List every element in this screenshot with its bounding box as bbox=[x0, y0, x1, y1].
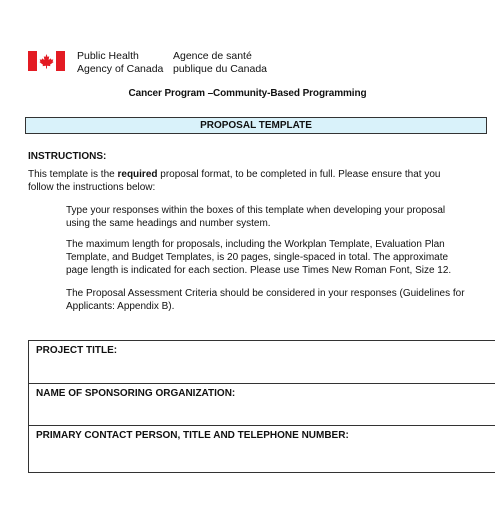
instruction-item: Type your responses within the boxes of this template when developing your proposal using the same headings and number system. bbox=[66, 205, 446, 229]
agency-name-english bbox=[77, 50, 163, 76]
intro-text-bold: required bbox=[117, 169, 158, 180]
proposal-form-table bbox=[28, 340, 495, 473]
agency-name-french bbox=[173, 50, 267, 76]
instructions-heading: INSTRUCTIONS: bbox=[28, 151, 107, 162]
instruction-item: The Proposal Assessment Criteria should be considered in your responses (Guidelines for Applicants: Appendix B). bbox=[66, 288, 465, 312]
program-title: Cancer Program –Community-Based Programming bbox=[128, 88, 367, 99]
agency-fr-line2: publique du Canada bbox=[173, 63, 267, 75]
instruction-item: The maximum length for proposals, including the Workplan Template, Evaluation Plan Template, and Budget Templates, is 20 pages, single-spaced in total. The approximate page length is indicated for each section. Please use Times New Roman Font, Size 12. bbox=[66, 239, 452, 276]
project-title-label: PROJECT TITLE: bbox=[36, 345, 118, 356]
primary-contact-label: PRIMARY CONTACT PERSON, TITLE AND TELEPHONE NUMBER: bbox=[36, 430, 349, 441]
intro-text-before: This template is the bbox=[28, 169, 118, 180]
primary-contact-field[interactable] bbox=[29, 425, 495, 473]
proposal-template-banner: PROPOSAL TEMPLATE bbox=[25, 117, 487, 134]
sponsoring-organization-field[interactable] bbox=[29, 383, 495, 426]
project-title-field[interactable] bbox=[29, 341, 495, 383]
instructions-intro bbox=[28, 168, 468, 194]
agency-en-line1: Public Health bbox=[77, 50, 139, 62]
sponsoring-organization-label: NAME OF SPONSORING ORGANIZATION: bbox=[36, 388, 236, 399]
canada-flag-icon bbox=[28, 51, 65, 71]
agency-fr-line1: Agence de santé bbox=[173, 50, 252, 62]
agency-en-line2: Agency of Canada bbox=[77, 63, 164, 75]
intro-text-after: proposal format, to be completed in full. Please ensure that you follow the instructions below: bbox=[28, 169, 441, 193]
